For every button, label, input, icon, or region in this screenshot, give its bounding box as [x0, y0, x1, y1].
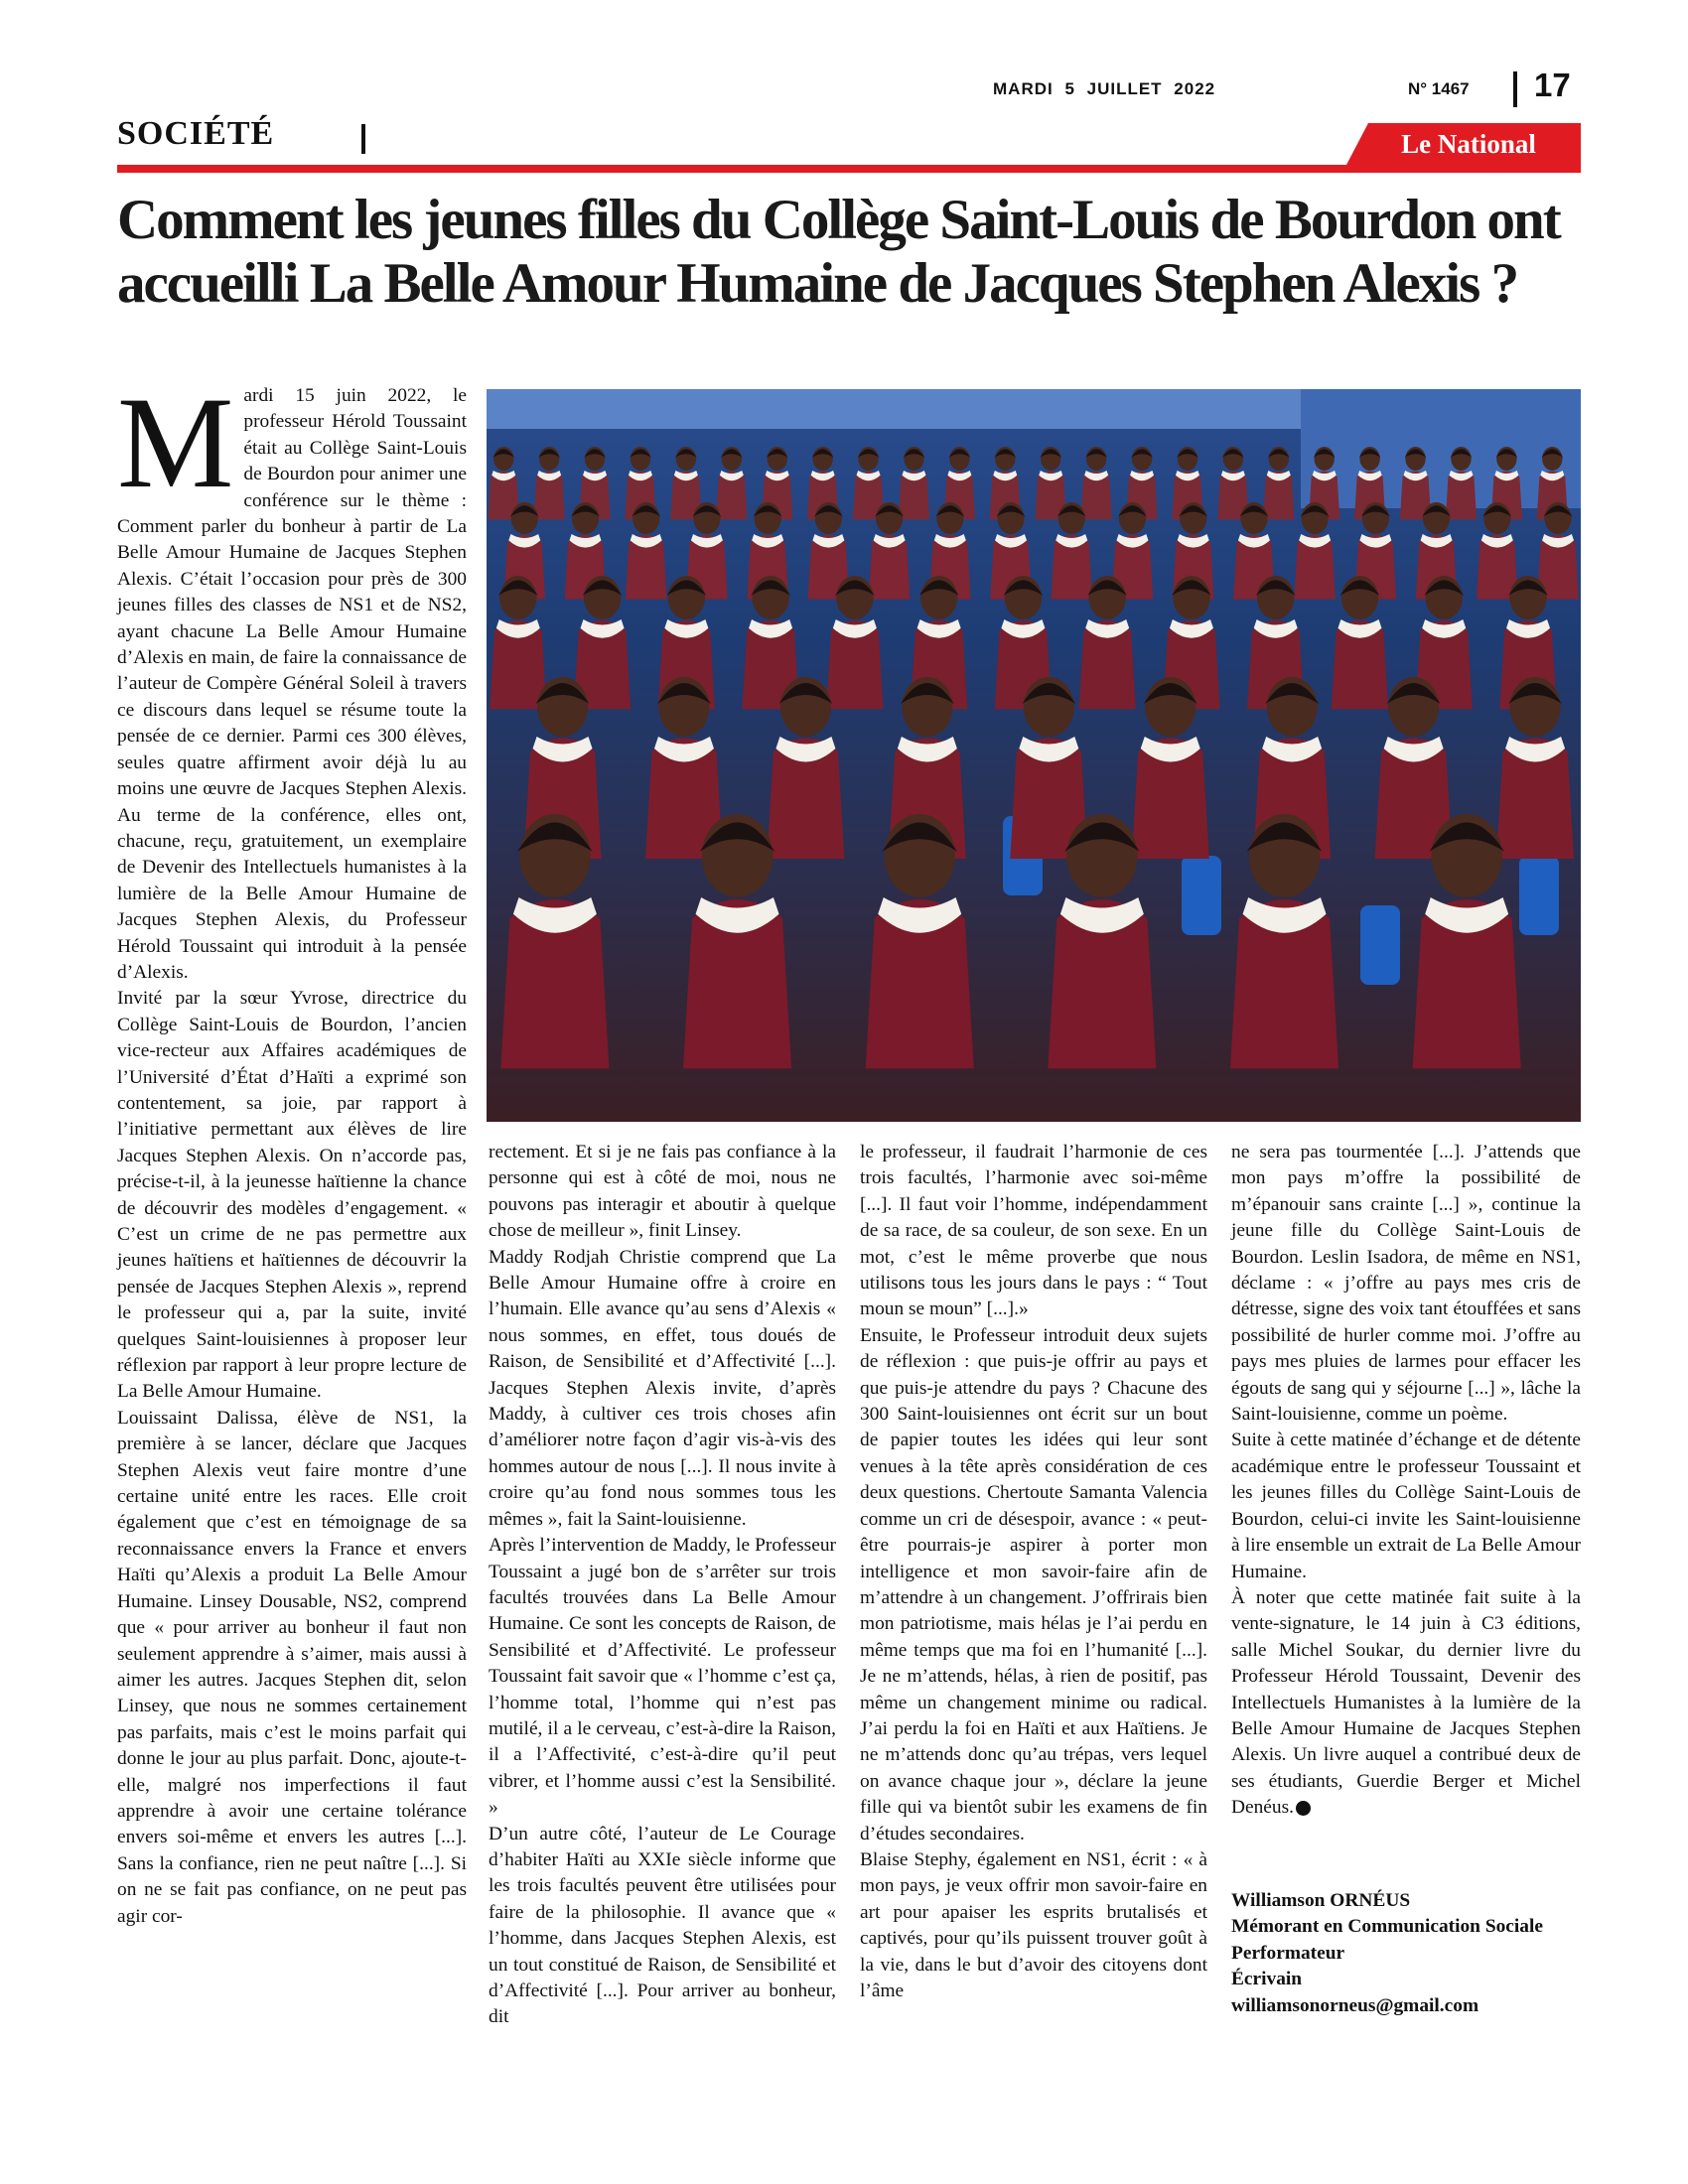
- header-red-rule: [117, 165, 1581, 173]
- article-column-3: [860, 1140, 1207, 2004]
- page-number: 17: [1534, 67, 1571, 103]
- article-column-4: [1231, 1140, 1581, 1822]
- article-paragraph: Suite à cette matinée d’échange et de détente académique entre le professeur Toussaint et les jeunes filles du Collège Saint-Louis de Bourdon, celui-ci invite les Saint-louisienne à lire ensemble un extrait de La Belle Amour Humaine.: [1231, 1430, 1581, 1582]
- author-signature: [1231, 1888, 1581, 2019]
- end-of-article-icon: [1296, 1801, 1311, 1816]
- issue-date: MARDI 5 JUILLET 2022: [993, 79, 1216, 98]
- article-paragraph: Maddy Rodjah Christie comprend que La Belle Amour Humaine offre à croire en l’humain. Elle avance qu’au sens d’Alexis « nous sommes, en effet, tous doués de Raison, de Sensibilité et d’Affectivité [...]. Jacques Stephen Alexis invite, d’après Maddy, à cultiver ces trois choses afin d’améliorer notre façon d’agir vis-à-vis des hommes autour de nous [...]. Il nous invite à croire qu’au fond nous sommes tous les mêmes », fait la Saint-louisienne.: [489, 1246, 836, 1530]
- article-paragraph: le professeur, il faudrait l’harmonie de ces trois facultés, l’harmonie avec soi-même [...]. Il faut voir l’homme, indépendamment de sa race, de sa couleur, de son sexe. En un mot, c’est le même proverbe que nous utilisons tous les jours dans le pays : “ Tout moun se moun” [...].»: [860, 1142, 1207, 1320]
- classroom-photo-illustration: [487, 389, 1581, 1122]
- author-title: Mémorant en Communication Sociale: [1231, 1916, 1543, 1938]
- article-paragraph-text: À noter que cette matinée fait suite à la vente-signature, le 14 juin à C3 éditions, salle Michel Soukar, du dernier livre du Professeur Hérold Toussaint, Devenir des Intellectuels Humanistes à la lumière de la Belle Amour Humaine de Jacques Stephen Alexis. Un livre auquel a contribué deux de ses étudiants, Guerdie Berger et Michel Denéus.: [1231, 1586, 1581, 1819]
- classroom-photo: [487, 389, 1581, 1122]
- drop-cap: M: [117, 369, 234, 515]
- article-paragraph: rectement. Et si je ne fais pas confiance à la personne qui est à côté de moi, nous ne pouvons pas interagir et aboutir à quelque chose de meilleur », finit Linsey.: [489, 1142, 836, 1242]
- article-paragraph: ardi 15 juin 2022, le professeur Hérold Toussaint était au Collège Saint-Louis de Bourdon pour animer une conférence sur le thème : Comment parler du bonheur à partir de La Belle Amour Humaine de Jacques Stephen Alexis. C’était l’occasion pour près de 300 jeunes filles des classes de NS1 et de NS2, ayant chacune La Belle Amour Humaine d’Alexis en main, de faire la connaissance de l’auteur de Compère Général Soleil à travers ce discours dans lequel se résume toute la pensée de ce dernier. Parmi ces 300 élèves, seules quatre affirment avoir déjà lu au moins une œuvre de Jacques Stephen Alexis. Au terme de la conférence, elles ont, chacune, reçu, gratuitement, un exemplaire de Devenir des Intellectuels humanistes à la lumière de la Belle Amour Humaine de Jacques Stephen Alexis, du Professeur Hérold Toussaint qui introduit à la pensée d’Alexis.: [117, 385, 467, 983]
- header-divider: [1513, 71, 1517, 107]
- article-paragraph: Après l’intervention de Maddy, le Professeur Toussaint a jugé bon de s’arrêter sur trois facultés trouvées dans La Belle Amour Humaine. Ce sont les concepts de Raison, de Sensibilité et d’Affectivité. Le professeur Toussaint fait savoir que « l’homme c’est ça, l’homme total, l’homme qui n’est pas mutilé, il a le cerveau, c’est-à-dire la Raison, il a l’Affectivité, c’est-à-dire qu’il peut vibrer, et l’homme aussi c’est la Sensibilité. »: [489, 1535, 836, 1819]
- article-paragraph: Ensuite, le Professeur introduit deux sujets de réflexion : que puis-je offrir au pays et que puis-je attendre du pays ? Chacune des 300 Saint-louisiennes ont écrit sur un bout de papier toutes les idées qui leur sont venues à la tête après considération de ces deux questions. Chertoute Samanta Valencia comme un cri de désespoir, avance : « peut-être pourrais-je aspirer à porter mon intelligence et mon savoir-faire afin de m’attendre à un changement. J’offrirais bien mon patriotisme, mais hélas je l’ai perdu en même temps que ma foi en l’humanité [...]. Je ne m’attends, hélas, à rien de positif, pas même un changement minime ou radical. J’ai perdu la foi en Haïti et aux Haïtiens. Je ne m’attends donc qu’au trépas, vers lequel on avance chaque jour », déclare la jeune fille qui va bientôt subir les examens de fin d’études secondaires.: [860, 1324, 1207, 1844]
- section-divider: [361, 124, 365, 154]
- article-paragraph: D’un autre côté, l’auteur de Le Courage d’habiter Haïti au XXIe siècle informe que les trois facultés peuvent être utilisées pour faire de la philosophie. Il avance que « l’homme, dans Jacques Stephen Alexis, est un tout constitué de Raison, de Sensibilité et d’Affectivité [...]. Pour arriver au bonheur, dit: [489, 1823, 836, 2028]
- newspaper-brand: Le National: [1401, 129, 1536, 159]
- article-paragraph: [1231, 1585, 1581, 1822]
- issue-number: N° 1467: [1408, 79, 1470, 98]
- author-role: Performateur: [1231, 1942, 1345, 1964]
- article-column-1: [117, 369, 467, 1930]
- article-headline: Comment les jeunes filles du Collège Saint-Louis de Bourdon ont accueilli La Belle Amour Humaine de Jacques Stephen Alexis ?: [117, 189, 1560, 315]
- article-paragraph: Invité par la sœur Yvrose, directrice du Collège Saint-Louis de Bourdon, l’ancien vice-recteur aux Affaires académiques de l’Université d’État d’Haïti a exprimé son contentement, sa joie, par rapport à l’initiative permettant aux élèves de lire Jacques Stephen Alexis. On n’accorde pas, précise-t-il, à la jeunesse haïtienne la chance de découvrir des modèles d’engagement. « C’est un crime de ne pas permettre aux jeunes haïtiens et haïtiennes de découvrir la pensée de Jacques Stephen Alexis », reprend le professeur qui a, par la suite, invité quelques Saint-louisiennes à proposer leur réflexion par rapport à leur propre lecture de La Belle Amour Humaine.: [117, 988, 467, 1403]
- article-paragraph: Louissaint Dalissa, élève de NS1, la première à se lancer, déclare que Jacques Stephen Alexis veut faire montre d’une certaine unité entre les races. Elle croit également que c’est en témoignage de sa reconnaissance envers la France et envers Haïti qu’Alexis a produit La Belle Amour Humaine. Linsey Dousable, NS2, comprend que « pour arriver au bonheur il faut non seulement apprendre à s’aimer, mais aussi à aimer les autres. Jacques Stephen dit, selon Linsey, que nous ne sommes certainement pas parfaits, mais c’est le moins parfait qui donne le jour au plus parfait. Donc, ajoute-t-elle, malgré nos imperfections il faut apprendre à avoir une certaine tolérance envers soi-même et envers les autres [...]. Sans la confiance, rien ne peut naître [...]. Si on ne se fait pas confiance, on ne peut pas agir cor-: [117, 1407, 467, 1927]
- author-role: Écrivain: [1231, 1969, 1303, 1990]
- article-paragraph: Blaise Stephy, également en NS1, écrit : « à mon pays, je veux offrir mon savoir-faire en art pour apaiser les esprits brutalisés et captivés, pour qu’ils puissent trouver goût à la vie, dans le but d’avoir des citoyens dont l’âme: [860, 1848, 1207, 2001]
- author-name: Williamson ORNÉUS: [1231, 1890, 1411, 1911]
- article-paragraph: ne sera pas tourmentée [...]. J’attends que mon pays m’offre la possibilité de m’épanouir sans crainte [...] », continue la jeune fille du Collège Saint-Louis de Bourdon. Leslin Isadora, de même en NS1, déclame : « j’offre au pays mes cris de détresse, signe des voix tant étouffées et sans possibilité de hurler comme moi. J’offre au pays mes pluies de larmes pour effacer les égouts de sang qui y séjourne [...] », lâche la Saint-louisienne, comme un poème.: [1231, 1142, 1581, 1426]
- section-label: SOCIÉTÉ: [117, 115, 275, 152]
- author-email: williamsonorneus@gmail.com: [1231, 1994, 1479, 2016]
- article-column-2: [489, 1140, 836, 2031]
